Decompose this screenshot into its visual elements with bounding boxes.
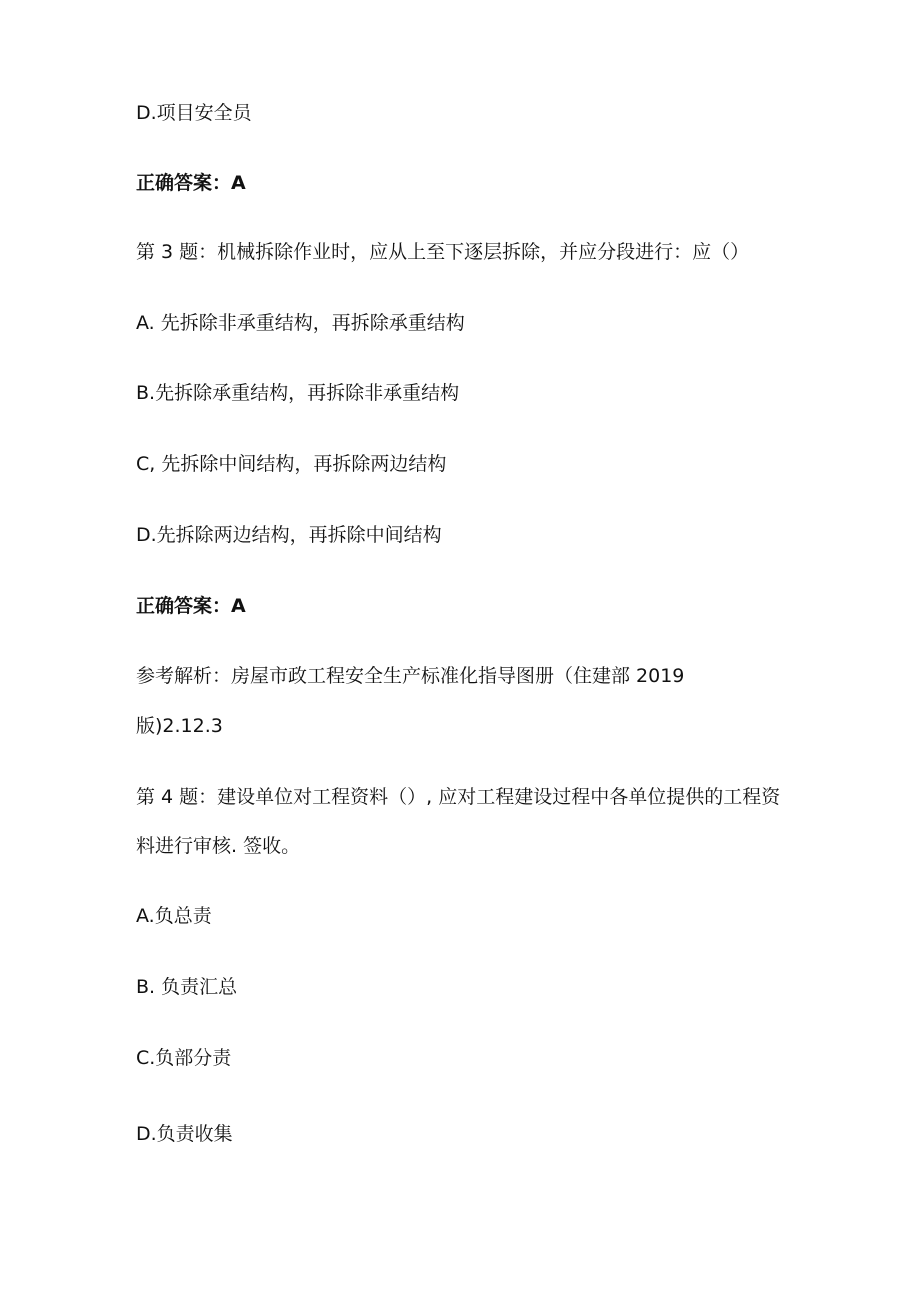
q4-option-b: B. 负责汇总 <box>136 976 238 998</box>
q3-explanation-line1: 参考解析：房屋市政工程安全生产标准化指导图册（住建部 2019 <box>136 665 685 687</box>
q3-answer: 正确答案：A <box>136 595 246 617</box>
q3-option-c: C, 先拆除中间结构，再拆除两边结构 <box>136 453 447 475</box>
q3-question: 第 3 题：机械拆除作业时，应从上至下逐层拆除，并应分段进行：应（） <box>136 241 750 263</box>
q3-explanation-line2: 版)2.12.3 <box>136 715 223 737</box>
q3-option-b: B.先拆除承重结构，再拆除非承重结构 <box>136 382 460 404</box>
q4-question-line1: 第 4 题：建设单位对工程资料（）, 应对工程建设过程中各单位提供的工程资 <box>136 786 781 808</box>
q3-option-d: D.先拆除两边结构，再拆除中间结构 <box>136 524 442 546</box>
q3-option-a: A. 先拆除非承重结构，再拆除承重结构 <box>136 312 465 334</box>
q2-option-d: D.项目安全员 <box>136 102 252 124</box>
q4-option-c: C.负部分责 <box>136 1047 232 1069</box>
q4-option-a: A.负总责 <box>136 905 212 927</box>
q4-option-d: D.负责收集 <box>136 1123 233 1145</box>
q4-question-line2: 料进行审核. 签收。 <box>136 835 301 857</box>
q2-answer: 正确答案：A <box>136 172 246 194</box>
